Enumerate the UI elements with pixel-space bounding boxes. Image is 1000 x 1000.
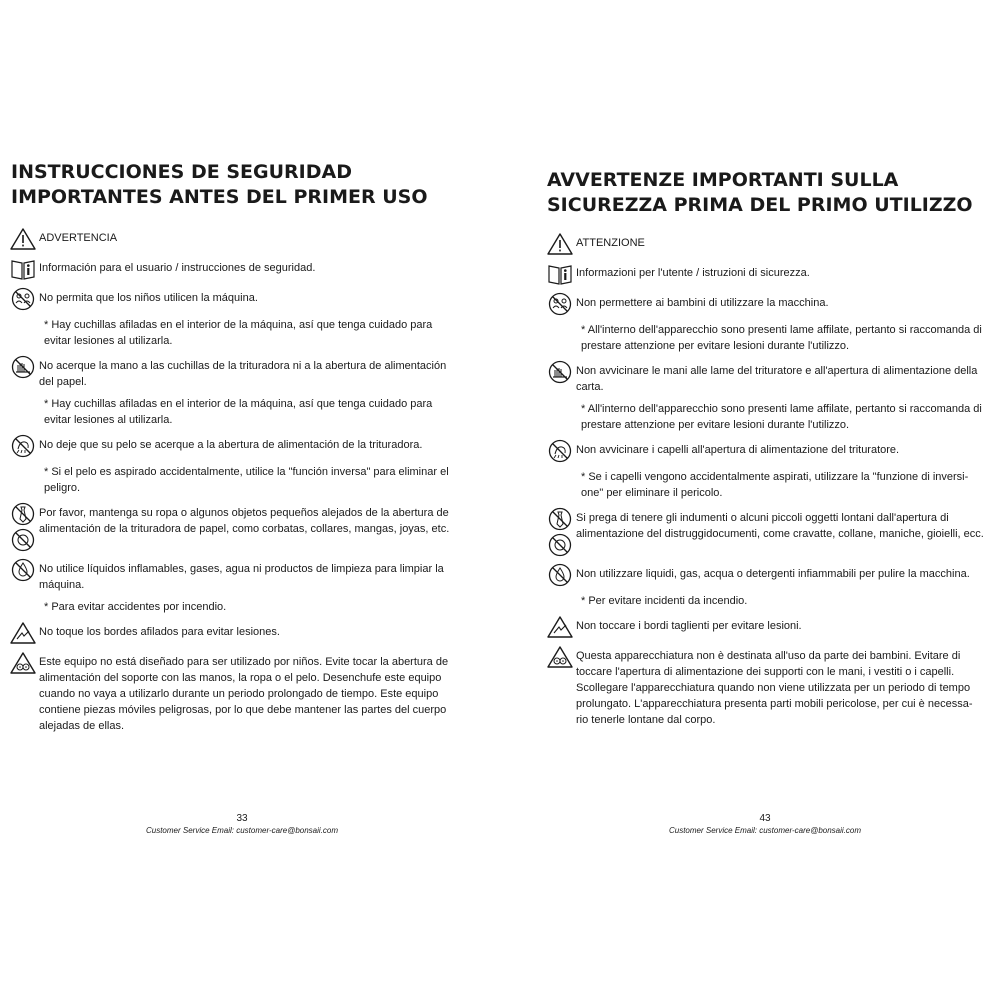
moving-parts-icon — [10, 651, 36, 675]
customer-service-email: Customer Service Email: customer-care@bonsaii.com — [145, 826, 339, 835]
no-hair-icon — [547, 439, 573, 463]
safety-icon-column — [547, 439, 576, 463]
safety-item — [547, 360, 987, 395]
safety-item — [547, 292, 987, 316]
safety-item-text: Informazioni per l'utente / istruzioni di sicurezza. — [576, 267, 810, 279]
page-footer — [665, 813, 865, 837]
page-title: AVVERTENZE IMPORTANTI SULLA SICUREZZA PRIMA DEL PRIMO UTILIZZO — [547, 169, 973, 216]
safety-note: * Si el pelo es aspirado accidentalmente, utilice la "función inversa" para eliminar el peligro. — [44, 466, 449, 494]
safety-icon-column — [10, 502, 39, 552]
no-loose-items-icon — [10, 528, 36, 552]
safety-note: * Per evitare incidenti da incendio. — [581, 595, 748, 607]
safety-item — [10, 502, 460, 552]
safety-icon-column — [547, 262, 576, 286]
no-children-icon — [10, 287, 36, 311]
safety-item — [10, 257, 460, 281]
safety-item-text: Por favor, mantenga su ropa o algunos objetos pequeños alejados de la abertura de alimentación de la trituradora de papel, como corbatas, collares, mangas, joyas, etc. — [39, 507, 450, 535]
safety-list — [547, 232, 987, 734]
right-page — [500, 0, 1000, 1000]
safety-icon-column — [547, 645, 576, 669]
safety-item — [10, 558, 460, 593]
no-hair-icon — [10, 434, 36, 458]
safety-note: * Para evitar accidentes por incendio. — [44, 601, 227, 613]
no-tie-icon — [547, 507, 573, 531]
safety-icon-column — [547, 232, 576, 256]
safety-item-text: Non toccare i bordi taglienti per evitare lesioni. — [576, 620, 802, 632]
safety-icon-column — [10, 257, 39, 281]
safety-item-text: No toque los bordes afilados para evitar lesiones. — [39, 626, 280, 638]
safety-item-text: Questa apparecchiatura non è destinata all'uso da parte dei bambini. Evitare di toccare l'apertura di alimentazione dei supporti con le mani, i vestiti o i capelli. Scollegare l'apparecchiatura quando non viene utilizzata per un periodo di tempo prolungato. L'apparecchiatura presenta parti mobili pericolose, per cui è necessa- rio tenerle lontane dal corpo. — [576, 650, 973, 726]
safety-item-text: Si prega di tenere gli indumenti o alcuni piccoli oggetti lontani dall'apertura di alimentazione del distruggidocumenti, come cravatte, collane, maniche, gioielli, ecc. — [576, 512, 984, 540]
no-loose-items-icon — [547, 533, 573, 557]
safety-icon-column — [547, 360, 576, 384]
safety-icon-column — [10, 227, 39, 251]
safety-item — [10, 355, 460, 390]
safety-item — [547, 262, 987, 286]
page-number: 43 — [759, 813, 771, 824]
safety-icon-column — [10, 355, 39, 379]
safety-item — [10, 227, 460, 251]
safety-item — [10, 621, 460, 645]
safety-item-text: ADVERTENCIA — [39, 232, 118, 244]
safety-item-text: Información para el usuario / instrucciones de seguridad. — [39, 262, 316, 274]
customer-service-email: Customer Service Email: customer-care@bonsaii.com — [668, 826, 862, 835]
sharp-edge-icon — [10, 621, 36, 645]
safety-note: * Hay cuchillas afiladas en el interior de la máquina, así que tenga cuidado para evitar lesiones al utilizarla. — [44, 319, 433, 347]
safety-icon-column — [10, 558, 39, 582]
safety-item — [10, 287, 460, 311]
safety-icon-column — [10, 621, 39, 645]
safety-item — [547, 615, 987, 639]
safety-note: * Se i capelli vengono accidentalmente aspirati, utilizzare la "funzione di inversi- one" per eliminare il pericolo. — [581, 471, 969, 499]
safety-item — [547, 439, 987, 463]
safety-icon-column — [10, 287, 39, 311]
safety-item — [10, 434, 460, 458]
safety-item-text: Non avvicinare le mani alle lame del trituratore e all'apertura di alimentazione della carta. — [576, 365, 978, 393]
no-tie-icon — [10, 502, 36, 526]
safety-icon-column — [10, 651, 39, 675]
safety-icon-column — [547, 292, 576, 316]
safety-item-text: Non permettere ai bambini di utilizzare la macchina. — [576, 297, 829, 309]
safety-icon-column — [10, 434, 39, 458]
safety-item — [547, 563, 987, 587]
safety-item — [547, 232, 987, 256]
safety-icon-column — [547, 615, 576, 639]
safety-icon-column — [547, 507, 576, 557]
safety-item — [10, 651, 460, 734]
sharp-edge-icon — [547, 615, 573, 639]
no-hands-icon — [547, 360, 573, 384]
page-number: 33 — [236, 813, 248, 824]
safety-item-text: No permita que los niños utilicen la máquina. — [39, 292, 258, 304]
no-liquids-icon — [10, 558, 36, 582]
page-title: INSTRUCCIONES DE SEGURIDAD IMPORTANTES ANTES DEL PRIMER USO — [11, 161, 428, 208]
no-hands-icon — [10, 355, 36, 379]
warning-triangle-icon — [547, 232, 573, 256]
safety-item-text: Non utilizzare liquidi, gas, acqua o detergenti infiammabili per pulire la macchina. — [576, 568, 970, 580]
safety-item-text: No utilice líquidos inflamables, gases, agua ni productos de limpieza para limpiar la máquina. — [39, 563, 444, 591]
warning-triangle-icon — [10, 227, 36, 251]
safety-item-text: Este equipo no está diseñado para ser utilizado por niños. Evite tocar la abertura de alimentación del soporte con las manos, la ropa o el pelo. Desenchufe este equipo cuando no vaya a utilizarlo durante un periodo prolongado de tiempo. Este equipo contiene piezas móviles peligrosas, por lo que debe mantener las partes del cuerpo alejadas de ellas. — [39, 656, 449, 732]
safety-item-text: No acerque la mano a las cuchillas de la trituradora ni a la abertura de alimentación del papel. — [39, 360, 447, 388]
safety-icon-column — [547, 563, 576, 587]
safety-note: * Hay cuchillas afiladas en el interior de la máquina, así que tenga cuidado para evitar lesiones al utilizarla. — [44, 398, 433, 426]
safety-note: * All'interno dell'apparecchio sono presenti lame affilate, pertanto si raccomanda di prestare attenzione per evitare lesioni durante l'utilizzo. — [581, 403, 982, 431]
safety-item — [547, 645, 987, 728]
no-children-icon — [547, 292, 573, 316]
safety-item-text: No deje que su pelo se acerque a la abertura de alimentación de la trituradora. — [39, 439, 423, 451]
manual-info-icon — [10, 257, 36, 281]
safety-list — [10, 227, 460, 740]
safety-item-text: ATTENZIONE — [576, 237, 645, 249]
safety-item-text: Non avvicinare i capelli all'apertura di alimentazione del trituratore. — [576, 444, 900, 456]
manual-info-icon — [547, 262, 573, 286]
no-liquids-icon — [547, 563, 573, 587]
safety-item — [547, 507, 987, 557]
safety-note: * All'interno dell'apparecchio sono presenti lame affilate, pertanto si raccomanda di prestare attenzione per evitare lesioni durante l'utilizzo. — [581, 324, 982, 352]
moving-parts-icon — [547, 645, 573, 669]
page-footer — [142, 813, 342, 837]
